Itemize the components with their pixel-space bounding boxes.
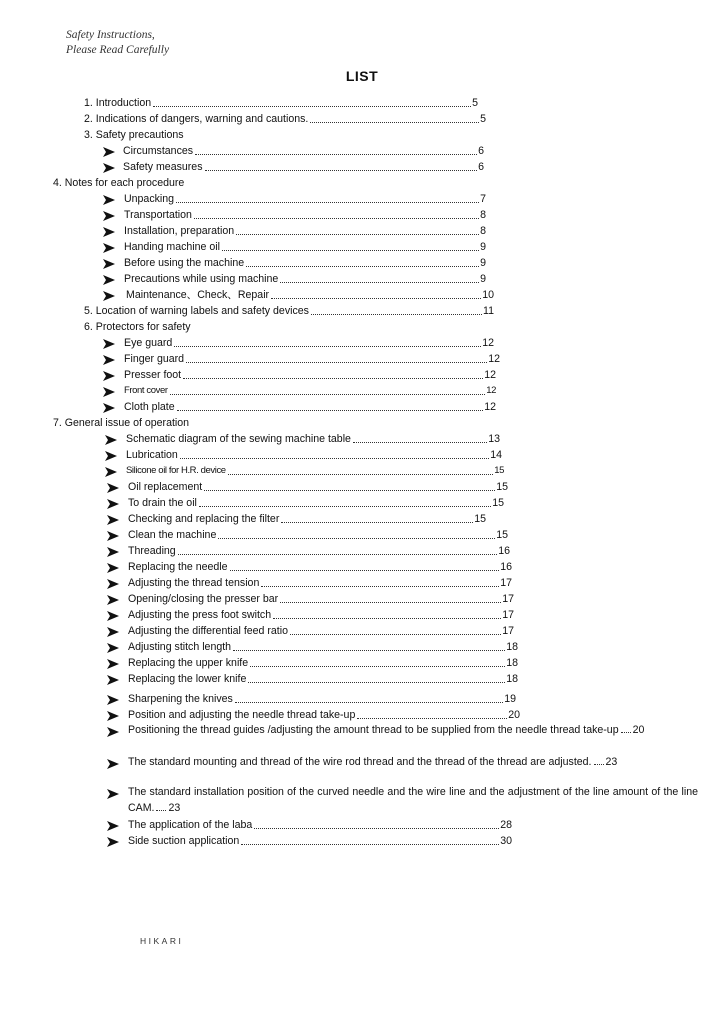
dot-leader <box>222 250 479 251</box>
toc-page-number: 8 <box>480 209 486 221</box>
toc-page-number: 18 <box>506 657 518 669</box>
dot-leader <box>311 314 482 315</box>
toc-entry-title: Eye guard <box>124 337 173 349</box>
dot-leader <box>261 586 499 587</box>
toc-page-number: 10 <box>482 289 494 301</box>
toc-entry[interactable] <box>124 208 486 222</box>
arrowhead-bullet-icon <box>106 758 120 770</box>
arrowhead-bullet-icon <box>102 162 116 174</box>
toc-entry-title: 4. Notes for each procedure <box>53 177 185 189</box>
toc-entry-title: Clean the machine <box>128 529 217 541</box>
toc-entry-title: The application of the laba <box>128 819 253 831</box>
toc-page-number: 18 <box>506 673 518 685</box>
toc-entry-title: Adjusting the thread tension <box>128 577 260 589</box>
arrowhead-bullet-icon <box>102 210 116 222</box>
toc-entry[interactable] <box>128 592 514 606</box>
toc-entry[interactable] <box>128 640 518 654</box>
toc-page-number: 9 <box>480 257 486 269</box>
dot-leader <box>218 538 495 539</box>
toc-entry[interactable] <box>124 368 496 382</box>
toc-entry[interactable] <box>124 240 486 254</box>
toc-page-number: 17 <box>502 609 514 621</box>
toc-page-number: 30 <box>500 835 512 847</box>
toc-entry-title: Handing machine oil <box>124 241 220 253</box>
dot-leader <box>281 522 473 523</box>
toc-entry[interactable] <box>128 656 518 670</box>
dot-leader <box>250 666 505 667</box>
toc-entry[interactable] <box>124 272 486 286</box>
dot-leader <box>156 802 166 811</box>
toc-entry-title: Installation, preparation <box>124 225 235 237</box>
arrowhead-bullet-icon <box>102 242 116 254</box>
arrowhead-bullet-icon <box>106 788 120 800</box>
page-title: LIST <box>345 68 379 84</box>
dot-leader <box>357 718 507 719</box>
toc-entry-title: 2. Indications of dangers, warning and cautions. <box>84 113 309 125</box>
arrowhead-bullet-icon <box>106 658 120 670</box>
arrowhead-bullet-icon <box>106 562 120 574</box>
toc-page-number: 5 <box>472 97 478 109</box>
toc-entry[interactable] <box>124 256 486 270</box>
toc-entry[interactable] <box>128 818 512 832</box>
toc-entry-title: 5. Location of warning labels and safety devices <box>84 305 309 317</box>
toc-entry-title: Replacing the upper knife <box>128 657 249 669</box>
toc-entry[interactable] <box>126 448 502 462</box>
dot-leader <box>233 650 505 651</box>
dot-leader <box>290 634 501 635</box>
toc-entry[interactable] <box>124 352 500 366</box>
dot-leader <box>178 554 498 555</box>
toc-entry-title: Safety measures <box>123 161 203 173</box>
dot-leader <box>170 394 486 395</box>
toc-page-number: 17 <box>500 577 512 589</box>
arrowhead-bullet-icon <box>104 434 118 446</box>
toc-entry-title: Opening/closing the presser bar <box>128 593 279 605</box>
toc-entry[interactable] <box>128 560 512 574</box>
dot-leader <box>273 618 501 619</box>
dot-leader <box>174 346 481 347</box>
toc-page-number: 13 <box>488 433 500 445</box>
toc-entry-title: Circumstances <box>123 145 194 157</box>
toc-entry-title: Positioning the thread guides /adjusting the amount thread to be supplied from the needle thread take-up <box>128 724 619 736</box>
dot-leader <box>254 828 499 829</box>
dot-leader <box>353 442 487 443</box>
toc-page-number: 9 <box>480 241 486 253</box>
dot-leader <box>204 490 495 491</box>
toc-page-number: 12 <box>488 353 500 365</box>
dot-leader <box>280 282 479 283</box>
toc-entry-title: Adjusting the differential feed ratio <box>128 625 288 637</box>
toc-entry[interactable] <box>128 754 698 770</box>
toc-page-number: 15 <box>496 529 508 541</box>
toc-page-number: 6 <box>478 161 484 173</box>
toc-page-number: 17 <box>502 625 514 637</box>
toc-page-number: 6 <box>478 145 484 157</box>
toc-entry-title: Adjusting the press foot switch <box>128 609 272 621</box>
arrowhead-bullet-icon <box>106 642 120 654</box>
arrowhead-bullet-icon <box>106 726 120 738</box>
document-header <box>66 28 169 58</box>
toc-entry-title: The standard installation position of the curved needle and the wire line and the adjustment of the line amount of the line CAM. <box>128 786 698 814</box>
toc-entry-title: Lubrication <box>126 449 178 461</box>
toc-page-number: 12 <box>484 369 496 381</box>
arrowhead-bullet-icon <box>102 386 116 398</box>
arrowhead-bullet-icon <box>106 710 120 722</box>
toc-page-number: 20 <box>632 724 645 736</box>
toc-entry-title: To drain the oil <box>128 497 197 509</box>
arrowhead-bullet-icon <box>102 274 116 286</box>
toc-page-number: 19 <box>504 693 516 705</box>
toc-page-number: 23 <box>605 756 618 768</box>
toc-entry-title: Unpacking <box>124 193 175 205</box>
header-line-1: Safety Instructions, <box>66 29 155 41</box>
dot-leader <box>177 410 484 411</box>
toc-page-number: 8 <box>480 225 486 237</box>
arrowhead-bullet-icon <box>106 820 120 832</box>
arrowhead-bullet-icon <box>106 674 120 686</box>
toc-entry[interactable] <box>126 432 500 446</box>
toc-entry-title: Before using the machine <box>124 257 245 269</box>
arrowhead-bullet-icon <box>102 258 116 270</box>
toc-entry[interactable] <box>84 320 191 334</box>
dot-leader <box>230 570 500 571</box>
toc-page-number: 7 <box>480 193 486 205</box>
toc-page-number: 12 <box>486 385 496 396</box>
dot-leader <box>621 724 631 733</box>
toc-entry[interactable] <box>128 528 508 542</box>
arrowhead-bullet-icon <box>106 836 120 848</box>
toc-entry[interactable] <box>126 464 504 478</box>
toc-entry[interactable] <box>128 512 486 526</box>
dot-leader <box>280 602 501 603</box>
toc-entry[interactable] <box>84 304 494 318</box>
arrowhead-bullet-icon <box>106 498 120 510</box>
toc-page-number: 12 <box>482 337 494 349</box>
arrowhead-bullet-icon <box>106 694 120 706</box>
arrowhead-bullet-icon <box>102 194 116 206</box>
toc-entry[interactable] <box>124 192 486 206</box>
arrowhead-bullet-icon <box>106 546 120 558</box>
toc-entry[interactable] <box>128 834 512 848</box>
toc-entry[interactable] <box>128 576 512 590</box>
toc-entry[interactable] <box>124 336 494 350</box>
dot-leader <box>153 106 471 107</box>
toc-entry-title: Schematic diagram of the sewing machine table <box>126 433 351 445</box>
toc-entry-title: Position and adjusting the needle thread take-up <box>128 709 356 721</box>
toc-entry[interactable] <box>123 144 484 158</box>
toc-entry[interactable] <box>124 384 496 398</box>
toc-page-number: 23 <box>168 802 181 814</box>
toc-entry[interactable] <box>128 608 514 622</box>
arrowhead-bullet-icon <box>102 354 116 366</box>
dot-leader <box>235 702 503 703</box>
toc-page-number: 16 <box>498 545 510 557</box>
arrowhead-bullet-icon <box>106 626 120 638</box>
toc-entry[interactable] <box>128 624 514 638</box>
arrowhead-bullet-icon <box>106 594 120 606</box>
toc-entry[interactable] <box>126 288 494 302</box>
toc-entry[interactable] <box>84 112 486 126</box>
dot-leader <box>228 474 494 475</box>
dot-leader <box>310 122 479 123</box>
toc-entry-title: Replacing the lower knife <box>128 673 247 685</box>
toc-entry[interactable] <box>128 544 510 558</box>
toc-entry-title: Side suction application <box>128 835 240 847</box>
dot-leader <box>195 154 477 155</box>
arrowhead-bullet-icon <box>104 466 118 478</box>
toc-entry-title: Front cover <box>124 385 168 396</box>
toc-entry-title: Checking and replacing the filter <box>128 513 280 525</box>
toc-page-number: 11 <box>483 305 494 317</box>
arrowhead-bullet-icon <box>102 226 116 238</box>
toc-entry[interactable] <box>84 96 478 110</box>
toc-entry[interactable] <box>128 784 698 816</box>
toc-entry[interactable] <box>128 708 520 722</box>
arrowhead-bullet-icon <box>102 338 116 350</box>
dot-leader <box>271 298 481 299</box>
dot-leader <box>246 266 479 267</box>
toc-entry[interactable] <box>128 480 508 494</box>
arrowhead-bullet-icon <box>102 146 116 158</box>
toc-page-number: 17 <box>502 593 514 605</box>
dot-leader <box>594 756 604 765</box>
toc-entry-title: Silicone oil for H.R. device <box>126 465 226 476</box>
toc-entry-title: Sharpening the knives <box>128 693 233 705</box>
toc-entry-title: The standard mounting and thread of the wire rod thread and the thread of the thread are adjusted. <box>128 756 592 768</box>
toc-entry-title: 3. Safety precautions <box>84 129 184 141</box>
footer-brand: HIKARI <box>140 936 184 946</box>
dot-leader <box>236 234 479 235</box>
toc-entry[interactable] <box>128 496 504 510</box>
toc-entry-title: Replacing the needle <box>128 561 228 573</box>
dot-leader <box>205 170 478 171</box>
header-line-2: Please Read Carefully <box>66 44 170 56</box>
arrowhead-bullet-icon <box>102 402 116 414</box>
toc-page-number: 15 <box>474 513 486 525</box>
toc-entry-title: Transportation <box>124 209 192 221</box>
arrowhead-bullet-icon <box>102 290 116 302</box>
toc-entry[interactable] <box>128 672 518 686</box>
toc-entry[interactable] <box>124 400 496 414</box>
arrowhead-bullet-icon <box>106 514 120 526</box>
toc-entry-title: Finger guard <box>124 353 185 365</box>
dot-leader <box>241 844 499 845</box>
toc-entry[interactable] <box>128 722 698 738</box>
dot-leader <box>199 506 491 507</box>
toc-page-number: 28 <box>500 819 512 831</box>
toc-page-number: 16 <box>500 561 512 573</box>
toc-page-number: 15 <box>494 465 504 476</box>
toc-page-number: 18 <box>506 641 518 653</box>
dot-leader <box>180 458 489 459</box>
toc-entry-title: 6. Protectors for safety <box>84 321 191 333</box>
toc-entry[interactable] <box>84 128 184 142</box>
toc-page-number: 14 <box>490 449 502 461</box>
toc-page-number: 15 <box>496 481 508 493</box>
toc-entry-title: Oil replacement <box>128 481 203 493</box>
toc-entry-title: Presser foot <box>124 369 182 381</box>
arrowhead-bullet-icon <box>106 610 120 622</box>
toc-page-number: 5 <box>480 113 486 125</box>
toc-entry-title: Cloth plate <box>124 401 175 413</box>
dot-leader <box>186 362 487 363</box>
dot-leader <box>176 202 479 203</box>
arrowhead-bullet-icon <box>106 482 120 494</box>
toc-page-number: 12 <box>484 401 496 413</box>
toc-entry-title: Threading <box>128 545 176 557</box>
toc-entry-title: Maintenance、Check、Repair <box>126 289 270 301</box>
toc-entry-title: 7. General issue of operation <box>53 417 190 429</box>
toc-entry[interactable] <box>53 416 189 430</box>
toc-entry[interactable] <box>128 692 516 706</box>
toc-entry-title: Precautions while using machine <box>124 273 279 285</box>
arrowhead-bullet-icon <box>106 530 120 542</box>
dot-leader <box>183 378 483 379</box>
toc-page-number: 9 <box>480 273 486 285</box>
arrowhead-bullet-icon <box>102 370 116 382</box>
dot-leader <box>194 218 479 219</box>
toc-entry[interactable] <box>124 224 486 238</box>
toc-page-number: 15 <box>492 497 504 509</box>
toc-entry[interactable] <box>123 160 484 174</box>
toc-entry[interactable] <box>53 176 184 190</box>
toc-page-number: 20 <box>508 709 520 721</box>
arrowhead-bullet-icon <box>104 450 118 462</box>
toc-entry-title: Adjusting stitch length <box>128 641 232 653</box>
dot-leader <box>248 682 505 683</box>
arrowhead-bullet-icon <box>106 578 120 590</box>
toc-entry-title: 1. Introduction <box>84 97 152 109</box>
